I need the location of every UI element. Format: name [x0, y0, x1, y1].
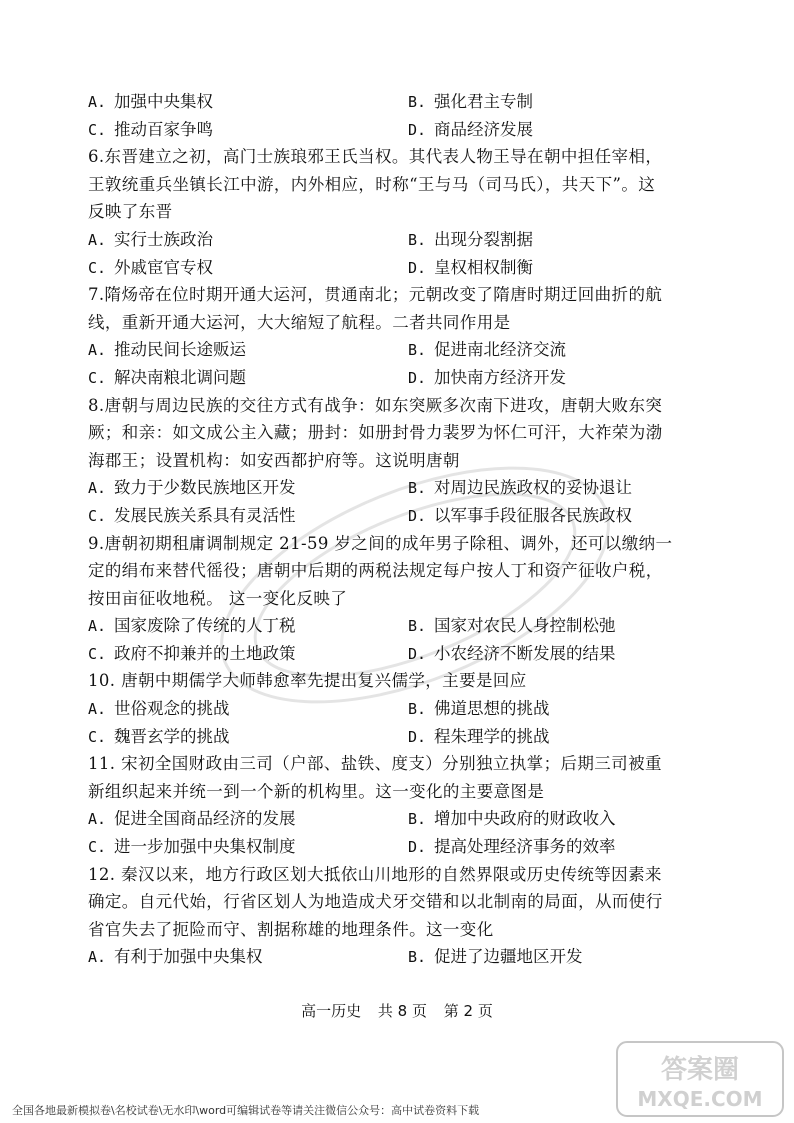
options-row — [88, 805, 710, 833]
question-8-stem: 厥；和亲：如文成公主入藏；册封：如册封骨力裴罗为怀仁可汗，大祚荣为渤 — [88, 423, 663, 443]
option-b[interactable]: B. 对周边民族政权的妥协退让 — [408, 478, 632, 498]
option-a[interactable]: A. 加强中央集权 — [88, 92, 213, 111]
option-b[interactable]: B. 增加中央政府的财政收入 — [408, 809, 616, 829]
option-a[interactable]: A. 推动民间长途贩运 — [88, 340, 246, 360]
question-11-stem: 新组织起来并统一到一个新的机构里。这一变化的主要意图是 — [88, 781, 545, 801]
mxqe-logo — [615, 1040, 785, 1118]
question-10-stem: 10. 唐朝中期儒学大师韩愈率先提出复兴儒学，主要是回应 — [88, 671, 527, 691]
option-a[interactable]: A. 致力于少数民族地区开发 — [88, 478, 296, 498]
option-b[interactable]: B. 促进南北经济交流 — [408, 340, 566, 360]
option-c[interactable]: C. 进一步加强中央集权制度 — [88, 837, 296, 857]
option-b[interactable]: B. 强化君主专制 — [408, 92, 533, 111]
options-row — [88, 640, 710, 668]
question-7-stem: 7.隋炀帝在位时期开通大运河，贯通南北；元朝改变了隋唐时期迂回曲折的航 — [88, 285, 663, 305]
question-9-stem: 按田亩征收地税。 这一变化反映了 — [88, 588, 348, 608]
option-c[interactable]: C. 解决南粮北调问题 — [88, 367, 246, 387]
option-b[interactable]: B. 国家对农民人身控制松弛 — [408, 616, 616, 636]
options-row — [88, 502, 710, 530]
option-a[interactable]: A. 促进全国商品经济的发展 — [88, 809, 296, 829]
options-row — [88, 723, 710, 751]
option-a[interactable]: A. 国家废除了传统的人丁税 — [88, 616, 296, 636]
option-c[interactable]: C. 发展民族关系具有灵活性 — [88, 505, 296, 525]
question-content — [88, 88, 710, 971]
question-7-stem: 线，重新开通大运河，大大缩短了航程。二者共同作用是 — [88, 312, 511, 332]
question-9-stem: 定的绢布来替代徭役；唐朝中后期的两税法规定每户按人丁和资产征收户税， — [88, 561, 663, 581]
option-d[interactable]: D. 提高处理经济事务的效率 — [408, 837, 616, 857]
option-d[interactable]: D. 程朱理学的挑战 — [408, 726, 550, 746]
question-6-stem: 王敦统重兵坐镇长江中游，内外相应，时称“王与马（司马氏），共天下”。这 — [88, 174, 656, 194]
logo-domain: MXQE.COM — [637, 1087, 763, 1111]
option-d[interactable]: D. 皇权相权制衡 — [408, 257, 533, 277]
options-row — [88, 364, 710, 392]
question-6-stem: 6.东晋建立之初，高门士族琅邪王氏当权。其代表人物王导在朝中担任宰相， — [88, 147, 663, 167]
bottom-promo-note: 全国各地最新模拟卷\名校试卷\无水印\word可编辑试卷等请关注微信公众号：高中试卷资料下载 — [12, 1104, 480, 1117]
option-c[interactable]: C. 外戚宦官专权 — [88, 257, 213, 277]
option-d[interactable]: D. 以军事手段征服各民族政权 — [408, 505, 632, 525]
option-c[interactable]: C. 魏晋玄学的挑战 — [88, 726, 230, 746]
question-11-stem: 11. 宋初全国财政由三司（户部、盐铁、度支）分别独立执掌；后期三司被重 — [88, 754, 662, 774]
question-12-stem: 省官失去了扼险而守、割据称雄的地理条件。这一变化 — [88, 919, 494, 939]
option-c[interactable]: C. 推动百家争鸣 — [88, 119, 213, 139]
logo-text: 答案圈 — [660, 1055, 740, 1085]
options-row — [88, 88, 710, 116]
footer-page-number: 第 2 页 — [443, 1002, 493, 1020]
option-a[interactable]: A. 有利于加强中央集权 — [88, 947, 263, 967]
options-row — [88, 226, 710, 254]
question-12-stem: 确定。自元代始，行省区划人为地造成犬牙交错和以北制南的局面，从而使行 — [88, 892, 663, 912]
options-row — [88, 612, 710, 640]
option-b[interactable]: B. 促进了边疆地区开发 — [408, 947, 583, 967]
question-12-stem: 12. 秦汉以来，地方行政区划大抵依山川地形的自然界限或历史传统等因素来 — [88, 864, 662, 884]
option-c[interactable]: C. 政府不抑兼并的土地政策 — [88, 643, 296, 663]
question-8-stem: 8.唐朝与周边民族的交往方式有战争：如东突厥多次南下进攻，唐朝大败东突 — [88, 395, 663, 415]
options-row — [88, 116, 710, 144]
options-row — [88, 336, 710, 364]
option-d[interactable]: D. 商品经济发展 — [408, 119, 533, 139]
option-b[interactable]: B. 佛道思想的挑战 — [408, 699, 550, 719]
footer-total-pages: 共 8 页 — [377, 1002, 427, 1020]
options-row — [88, 695, 710, 723]
options-row — [88, 254, 710, 282]
option-b[interactable]: B. 出现分裂割据 — [408, 229, 533, 249]
option-a[interactable]: A. 世俗观念的挑战 — [88, 699, 230, 719]
question-9-stem: 9.唐朝初期租庸调制规定 21-59 岁之间的成年男子除租、调外，还可以缴纳一 — [88, 533, 673, 553]
option-d[interactable]: D. 加快南方经济开发 — [408, 367, 566, 387]
question-6-stem: 反映了东晋 — [88, 202, 173, 222]
footer-subject: 高一历史 — [301, 1002, 362, 1020]
options-row — [88, 833, 710, 861]
option-a[interactable]: A. 实行士族政治 — [88, 229, 213, 249]
question-8-stem: 海郡王；设置机构：如安西都护府等。这说明唐朝 — [88, 450, 460, 470]
option-d[interactable]: D. 小农经济不断发展的结果 — [408, 643, 616, 663]
options-row — [88, 474, 710, 502]
options-row — [88, 943, 710, 971]
page-footer — [0, 1000, 794, 1021]
